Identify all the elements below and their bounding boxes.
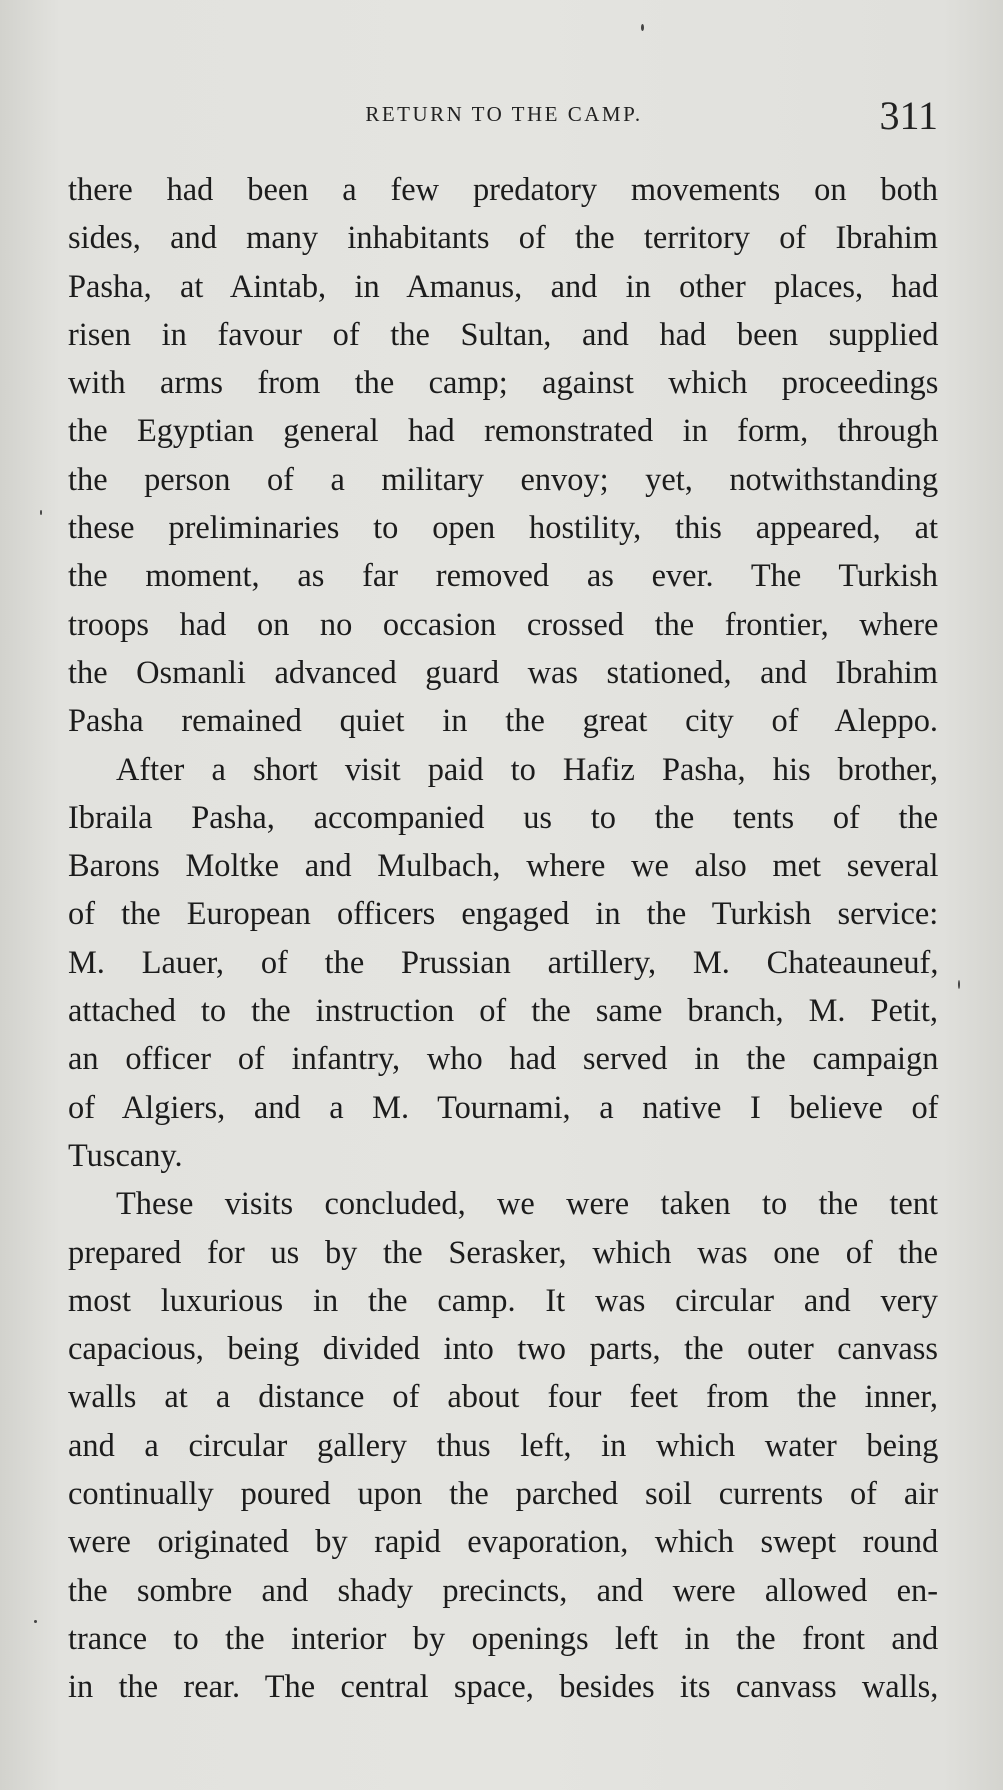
text-line: Barons Moltke and Mulbach, where we also met several — [68, 848, 939, 885]
text-line: walls at a distance of about four feet from the inner, — [68, 1379, 938, 1416]
paragraph — [68, 1180, 938, 1711]
text-line: capacious, being divided into two parts, the outer canvass — [68, 1331, 938, 1368]
body-text — [68, 166, 938, 1712]
text-line: risen in favour of the Sultan, and had been supplied — [68, 316, 939, 353]
text-line: These visits concluded, we were taken to the tent — [116, 1186, 938, 1223]
text-line: continually poured upon the parched soil currents of air — [68, 1476, 938, 1513]
print-speck — [34, 1620, 37, 1623]
text-line: of Algiers, and a M. Tournami, a native I believe of — [68, 1089, 939, 1126]
text-line: Tuscany. — [68, 1137, 183, 1174]
text-line: most luxurious in the camp. It was circular and very — [68, 1282, 938, 1319]
text-line: in the rear. The central space, besides its canvass walls, — [68, 1669, 939, 1706]
text-line: trance to the interior by openings left in the front and — [68, 1620, 939, 1657]
text-line: the moment, as far removed as ever. The Turkish — [68, 558, 938, 595]
text-line: the Osmanli advanced guard was stationed, and Ibrahim — [68, 654, 938, 691]
text-line: of the European officers engaged in the Turkish service: — [68, 896, 939, 933]
text-line: an officer of infantry, who had served in the campaign — [68, 1041, 939, 1078]
text-line: Ibraila Pasha, accompanied us to the tents of the — [68, 799, 939, 836]
print-speck — [958, 980, 960, 989]
paragraph — [68, 746, 938, 1181]
text-line: and a circular gallery thus left, in which water being — [68, 1427, 939, 1464]
print-speck — [40, 510, 42, 515]
text-line: Pasha, at Aintab, in Amanus, and in other places, had — [68, 268, 939, 305]
page-number: 311 — [879, 93, 938, 138]
text-line: After a short visit paid to Hafiz Pasha, his brother, — [116, 751, 938, 788]
text-line: prepared for us by the Serasker, which was one of the — [68, 1234, 938, 1271]
text-line: the person of a military envoy; yet, notwithstanding — [68, 461, 939, 498]
text-line: the Egyptian general had remonstrated in form, through — [68, 413, 939, 450]
text-line: there had been a few predatory movements on both — [68, 172, 938, 208]
text-line: attached to the instruction of the same branch, M. Petit, — [68, 993, 938, 1030]
print-speck — [641, 24, 644, 31]
running-head — [70, 92, 938, 142]
text-line: M. Lauer, of the Prussian artillery, M. Chateauneuf, — [68, 944, 939, 981]
text-line: sides, and many inhabitants of the territory of Ibrahim — [68, 220, 938, 257]
text-line: with arms from the camp; against which proceedings — [68, 365, 939, 402]
text-line: troops had on no occasion crossed the frontier, where — [68, 606, 939, 643]
text-line: were originated by rapid evaporation, which swept round — [68, 1524, 939, 1561]
running-title: RETURN TO THE CAMP. — [365, 102, 643, 126]
paragraph — [68, 166, 938, 746]
text-line: Pasha remained quiet in the great city of Aleppo. — [68, 703, 938, 740]
text-line: these preliminaries to open hostility, this appeared, at — [68, 510, 938, 547]
text-line: the sombre and shady precincts, and were allowed en- — [68, 1572, 938, 1609]
